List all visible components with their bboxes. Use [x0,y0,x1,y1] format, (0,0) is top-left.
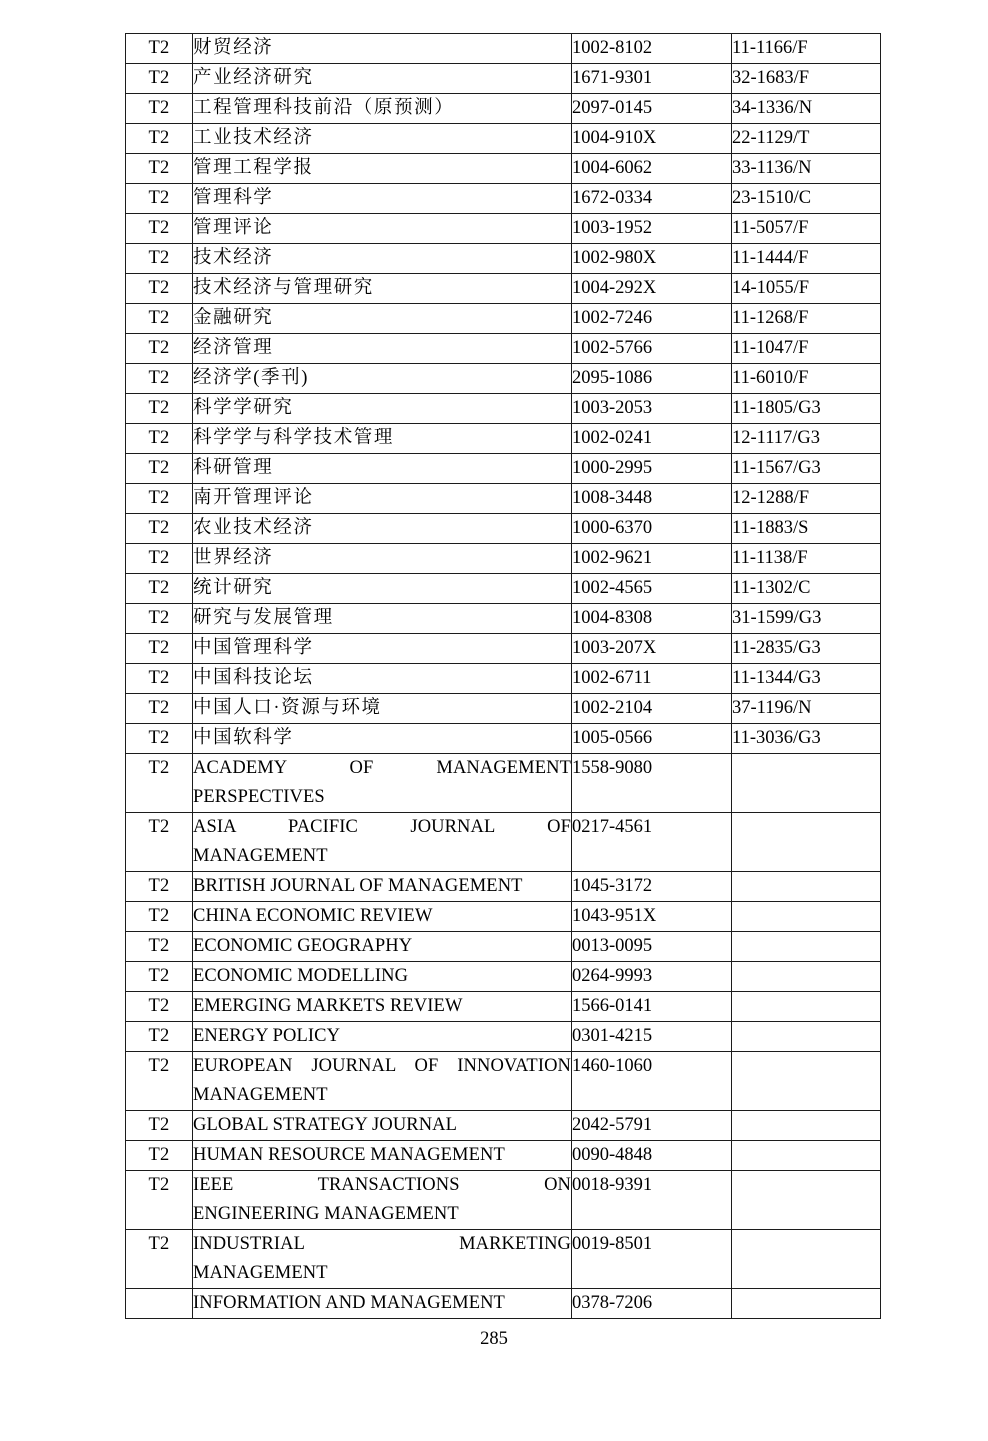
table-row [126,813,881,872]
cell-journal-name: 农业技术经济 [193,514,572,544]
cell-cn-code: 34-1336/N [732,94,881,124]
cell-issn: 1000-2995 [572,454,732,484]
cell-tier: T2 [126,154,193,184]
cell-tier: T2 [126,124,193,154]
cell-issn: 1566-0141 [572,992,732,1022]
cell-tier: T2 [126,902,193,932]
cell-issn: 0013-0095 [572,932,732,962]
cell-journal-name: 技术经济 [193,244,572,274]
journal-name-line: MANAGEMENT [193,846,328,866]
cell-journal-name: 产业经济研究 [193,64,572,94]
cell-cn-code [732,1052,881,1111]
cell-issn: 0264-9993 [572,962,732,992]
cell-journal-name: 经济学(季刊) [193,364,572,394]
cell-journal-name [193,1230,572,1289]
cell-journal-name: ENERGY POLICY [193,1022,572,1052]
cell-cn-code: 37-1196/N [732,694,881,724]
cell-tier: T2 [126,64,193,94]
table-row [126,1141,881,1171]
table-row [126,1111,881,1141]
journal-name-line: ENGINEERING MANAGEMENT [193,1204,459,1224]
cell-tier: T2 [126,634,193,664]
table-row [126,244,881,274]
cell-cn-code [732,1111,881,1141]
cell-tier: T2 [126,214,193,244]
journal-name-line: ACADEMY OF MANAGEMENT [193,758,571,778]
cell-cn-code: 11-6010/F [732,364,881,394]
cell-journal-name: 金融研究 [193,304,572,334]
cell-cn-code: 12-1117/G3 [732,424,881,454]
cell-journal-name: 工程管理科技前沿（原预测） [193,94,572,124]
cell-journal-name: 管理评论 [193,214,572,244]
cell-tier: T2 [126,364,193,394]
cell-journal-name: 中国科技论坛 [193,664,572,694]
cell-issn: 1005-0566 [572,724,732,754]
cell-tier: T2 [126,664,193,694]
cell-tier: T2 [126,1111,193,1141]
table-row [126,932,881,962]
journal-name-line: EUROPEAN JOURNAL OF INNOVATION [193,1056,571,1076]
table-row [126,214,881,244]
cell-tier [126,1289,193,1319]
cell-cn-code [732,1022,881,1052]
table-row [126,992,881,1022]
table-row [126,334,881,364]
cell-tier: T2 [126,424,193,454]
cell-journal-name: 科学学研究 [193,394,572,424]
cell-tier: T2 [126,1022,193,1052]
cell-tier: T2 [126,604,193,634]
cell-tier: T2 [126,244,193,274]
cell-cn-code: 11-2835/G3 [732,634,881,664]
cell-journal-name: ECONOMIC MODELLING [193,962,572,992]
cell-cn-code: 14-1055/F [732,274,881,304]
cell-issn: 0217-4561 [572,813,732,872]
cell-issn: 1002-5766 [572,334,732,364]
cell-tier: T2 [126,544,193,574]
cell-tier: T2 [126,992,193,1022]
cell-journal-name: 统计研究 [193,574,572,604]
cell-tier: T2 [126,754,193,813]
cell-issn: 1002-6711 [572,664,732,694]
table-row [126,1289,881,1319]
cell-cn-code [732,1289,881,1319]
cell-journal-name: 管理工程学报 [193,154,572,184]
table-row [126,64,881,94]
cell-tier: T2 [126,394,193,424]
cell-tier: T2 [126,334,193,364]
cell-issn: 0019-8501 [572,1230,732,1289]
cell-journal-name [193,754,572,813]
cell-tier: T2 [126,932,193,962]
table-row [126,604,881,634]
cell-cn-code [732,992,881,1022]
cell-issn: 2042-5791 [572,1111,732,1141]
cell-tier: T2 [126,274,193,304]
cell-tier: T2 [126,94,193,124]
table-row [126,394,881,424]
cell-cn-code [732,1141,881,1171]
cell-issn: 1002-4565 [572,574,732,604]
cell-tier: T2 [126,454,193,484]
table-row [126,364,881,394]
table-row [126,664,881,694]
cell-issn: 1008-3448 [572,484,732,514]
cell-cn-code [732,902,881,932]
cell-issn: 1002-2104 [572,694,732,724]
cell-journal-name: 中国人口·资源与环境 [193,694,572,724]
cell-tier: T2 [126,813,193,872]
cell-journal-name: 科学学与科学技术管理 [193,424,572,454]
cell-issn: 1002-9621 [572,544,732,574]
cell-tier: T2 [126,34,193,64]
cell-issn: 1002-8102 [572,34,732,64]
cell-tier: T2 [126,1141,193,1171]
table-row [126,1052,881,1111]
cell-tier: T2 [126,872,193,902]
cell-issn: 2095-1086 [572,364,732,394]
table-row [126,574,881,604]
cell-cn-code: 11-1344/G3 [732,664,881,694]
table-row [126,184,881,214]
table-row [126,544,881,574]
cell-issn: 1460-1060 [572,1052,732,1111]
cell-tier: T2 [126,1230,193,1289]
cell-issn: 0301-4215 [572,1022,732,1052]
cell-issn: 1002-7246 [572,304,732,334]
cell-cn-code: 31-1599/G3 [732,604,881,634]
cell-cn-code: 11-3036/G3 [732,724,881,754]
cell-journal-name: GLOBAL STRATEGY JOURNAL [193,1111,572,1141]
cell-issn: 1045-3172 [572,872,732,902]
cell-cn-code: 22-1129/T [732,124,881,154]
cell-issn: 1043-951X [572,902,732,932]
table-row [126,274,881,304]
table-row [126,34,881,64]
cell-journal-name: 中国软科学 [193,724,572,754]
cell-cn-code [732,813,881,872]
table-row [126,94,881,124]
cell-tier: T2 [126,574,193,604]
cell-journal-name: CHINA ECONOMIC REVIEW [193,902,572,932]
cell-issn: 0090-4848 [572,1141,732,1171]
cell-journal-name [193,813,572,872]
cell-tier: T2 [126,304,193,334]
table-row [126,634,881,664]
cell-journal-name: 技术经济与管理研究 [193,274,572,304]
cell-journal-name: 南开管理评论 [193,484,572,514]
cell-tier: T2 [126,962,193,992]
cell-cn-code: 11-1166/F [732,34,881,64]
cell-cn-code: 11-1805/G3 [732,394,881,424]
cell-journal-name: 科研管理 [193,454,572,484]
table-row [126,1022,881,1052]
cell-cn-code: 11-5057/F [732,214,881,244]
cell-journal-name: EMERGING MARKETS REVIEW [193,992,572,1022]
cell-cn-code: 23-1510/C [732,184,881,214]
cell-journal-name: 经济管理 [193,334,572,364]
cell-journal-name: 管理科学 [193,184,572,214]
cell-journal-name [193,1171,572,1230]
cell-issn: 0378-7206 [572,1289,732,1319]
cell-journal-name: BRITISH JOURNAL OF MANAGEMENT [193,872,572,902]
cell-journal-name [193,1052,572,1111]
cell-cn-code [732,872,881,902]
cell-cn-code: 11-1138/F [732,544,881,574]
cell-issn: 1672-0334 [572,184,732,214]
cell-journal-name: 研究与发展管理 [193,604,572,634]
table-row [126,304,881,334]
journal-list-table [125,33,881,1319]
cell-cn-code: 11-1567/G3 [732,454,881,484]
cell-tier: T2 [126,694,193,724]
cell-cn-code [732,932,881,962]
journal-name-line: INDUSTRIAL MARKETING [193,1234,571,1254]
journal-name-line: ASIA PACIFIC JOURNAL OF [193,817,571,837]
cell-journal-name: ECONOMIC GEOGRAPHY [193,932,572,962]
table-row [126,124,881,154]
cell-issn: 1003-2053 [572,394,732,424]
cell-journal-name: 工业技术经济 [193,124,572,154]
cell-issn: 1003-1952 [572,214,732,244]
cell-tier: T2 [126,1052,193,1111]
cell-issn: 1000-6370 [572,514,732,544]
cell-cn-code [732,962,881,992]
cell-tier: T2 [126,184,193,214]
cell-issn: 0018-9391 [572,1171,732,1230]
cell-issn: 1004-8308 [572,604,732,634]
cell-cn-code: 11-1268/F [732,304,881,334]
journal-name-line: MANAGEMENT [193,1085,328,1105]
cell-cn-code: 33-1136/N [732,154,881,184]
cell-cn-code: 11-1883/S [732,514,881,544]
cell-issn: 1002-0241 [572,424,732,454]
cell-journal-name: INFORMATION AND MANAGEMENT [193,1289,572,1319]
cell-cn-code: 11-1302/C [732,574,881,604]
cell-issn: 1003-207X [572,634,732,664]
table-row [126,424,881,454]
table-row [126,872,881,902]
table-row [126,154,881,184]
cell-issn: 1558-9080 [572,754,732,813]
cell-journal-name: 中国管理科学 [193,634,572,664]
cell-cn-code [732,1230,881,1289]
page-number: 285 [480,1329,508,1349]
table-row [126,484,881,514]
cell-cn-code: 12-1288/F [732,484,881,514]
cell-journal-name: 世界经济 [193,544,572,574]
cell-issn: 2097-0145 [572,94,732,124]
journal-name-line: MANAGEMENT [193,1263,328,1283]
cell-cn-code: 11-1444/F [732,244,881,274]
cell-issn: 1002-980X [572,244,732,274]
table-row [126,514,881,544]
cell-tier: T2 [126,484,193,514]
cell-issn: 1004-910X [572,124,732,154]
journal-name-line: IEEE TRANSACTIONS ON [193,1175,571,1195]
table-row [126,754,881,813]
cell-journal-name: 财贸经济 [193,34,572,64]
cell-issn: 1004-292X [572,274,732,304]
cell-cn-code [732,1171,881,1230]
cell-cn-code [732,754,881,813]
cell-cn-code: 32-1683/F [732,64,881,94]
table-row [126,1171,881,1230]
journal-name-line: PERSPECTIVES [193,787,325,807]
cell-journal-name: HUMAN RESOURCE MANAGEMENT [193,1141,572,1171]
table-row [126,902,881,932]
cell-cn-code: 11-1047/F [732,334,881,364]
table-row [126,454,881,484]
cell-tier: T2 [126,1171,193,1230]
table-row [126,962,881,992]
cell-tier: T2 [126,514,193,544]
cell-tier: T2 [126,724,193,754]
cell-issn: 1671-9301 [572,64,732,94]
table-row [126,694,881,724]
cell-issn: 1004-6062 [572,154,732,184]
table-row [126,724,881,754]
table-row [126,1230,881,1289]
